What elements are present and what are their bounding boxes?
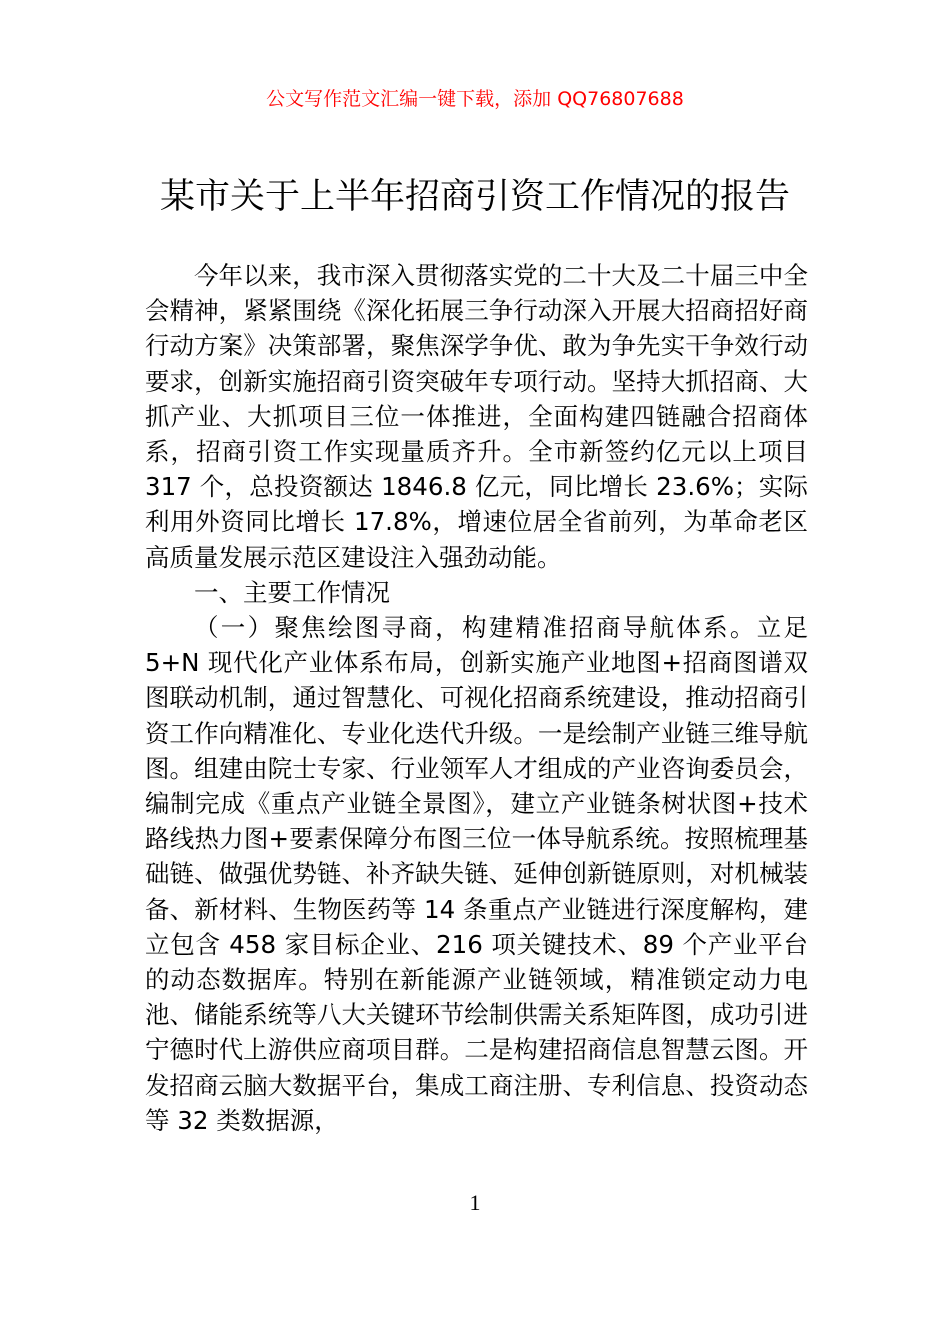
document-body: [145, 258, 808, 1138]
paragraph-intro: 今年以来，我市深入贯彻落实党的二十大及二十届三中全会精神，紧紧围绕《深化拓展三争行动深入开展大招商招好商行动方案》决策部署，聚焦深学争优、敢为争先实干争效行动要求，创新实施招商引资突破年专项行动。坚持大抓招商、大抓产业、大抓项目三位一体推进，全面构建四链融合招商体系，招商引资工作实现量质齐升。全市新签约亿元以上项目 317 个，总投资额达 1846.8 亿元，同比增长 23.6%；实际利用外资同比增长 17.8%，增速位居全省前列，为革命老区高质量发展示范区建设注入强劲动能。: [145, 261, 808, 572]
paragraph-section-1: （一）聚焦绘图寻商，构建精准招商导航体系。立足 5+N 现代化产业体系布局，创新实施产业地图+招商图谱双图联动机制，通过智慧化、可视化招商系统建设，推动招商引资工作向精准化、专业化迭代升级。一是绘制产业链三维导航图。组建由院士专家、行业领军人才组成的产业咨询委员会，编制完成《重点产业链全景图》，建立产业链条树状图+技术路线热力图+要素保障分布图三位一体导航系统。按照梳理基础链、做强优势链、补齐缺失链、延伸创新链原则，对机械装备、新材料、生物医药等 14 条重点产业链进行深度解构，建立包含 458 家目标企业、216 项关键技术、89 个产业平台的动态数据库。特别在新能源产业链领域，精准锁定动力电池、储能系统等八大关键环节绘制供需关系矩阵图，成功引进宁德时代上游供应商项目群。二是构建招商信息智慧云图。开发招商云脑大数据平台，集成工商注册、专利信息、投资动态等 32 类数据源，: [145, 613, 808, 1135]
section-heading: 一、主要工作情况: [194, 577, 390, 607]
document-title: 某市关于上半年招商引资工作情况的报告: [159, 177, 790, 217]
page-number: 1: [469, 1190, 481, 1215]
promo-banner: 公文写作范文汇编一键下载，添加 QQ76807688: [266, 88, 684, 110]
